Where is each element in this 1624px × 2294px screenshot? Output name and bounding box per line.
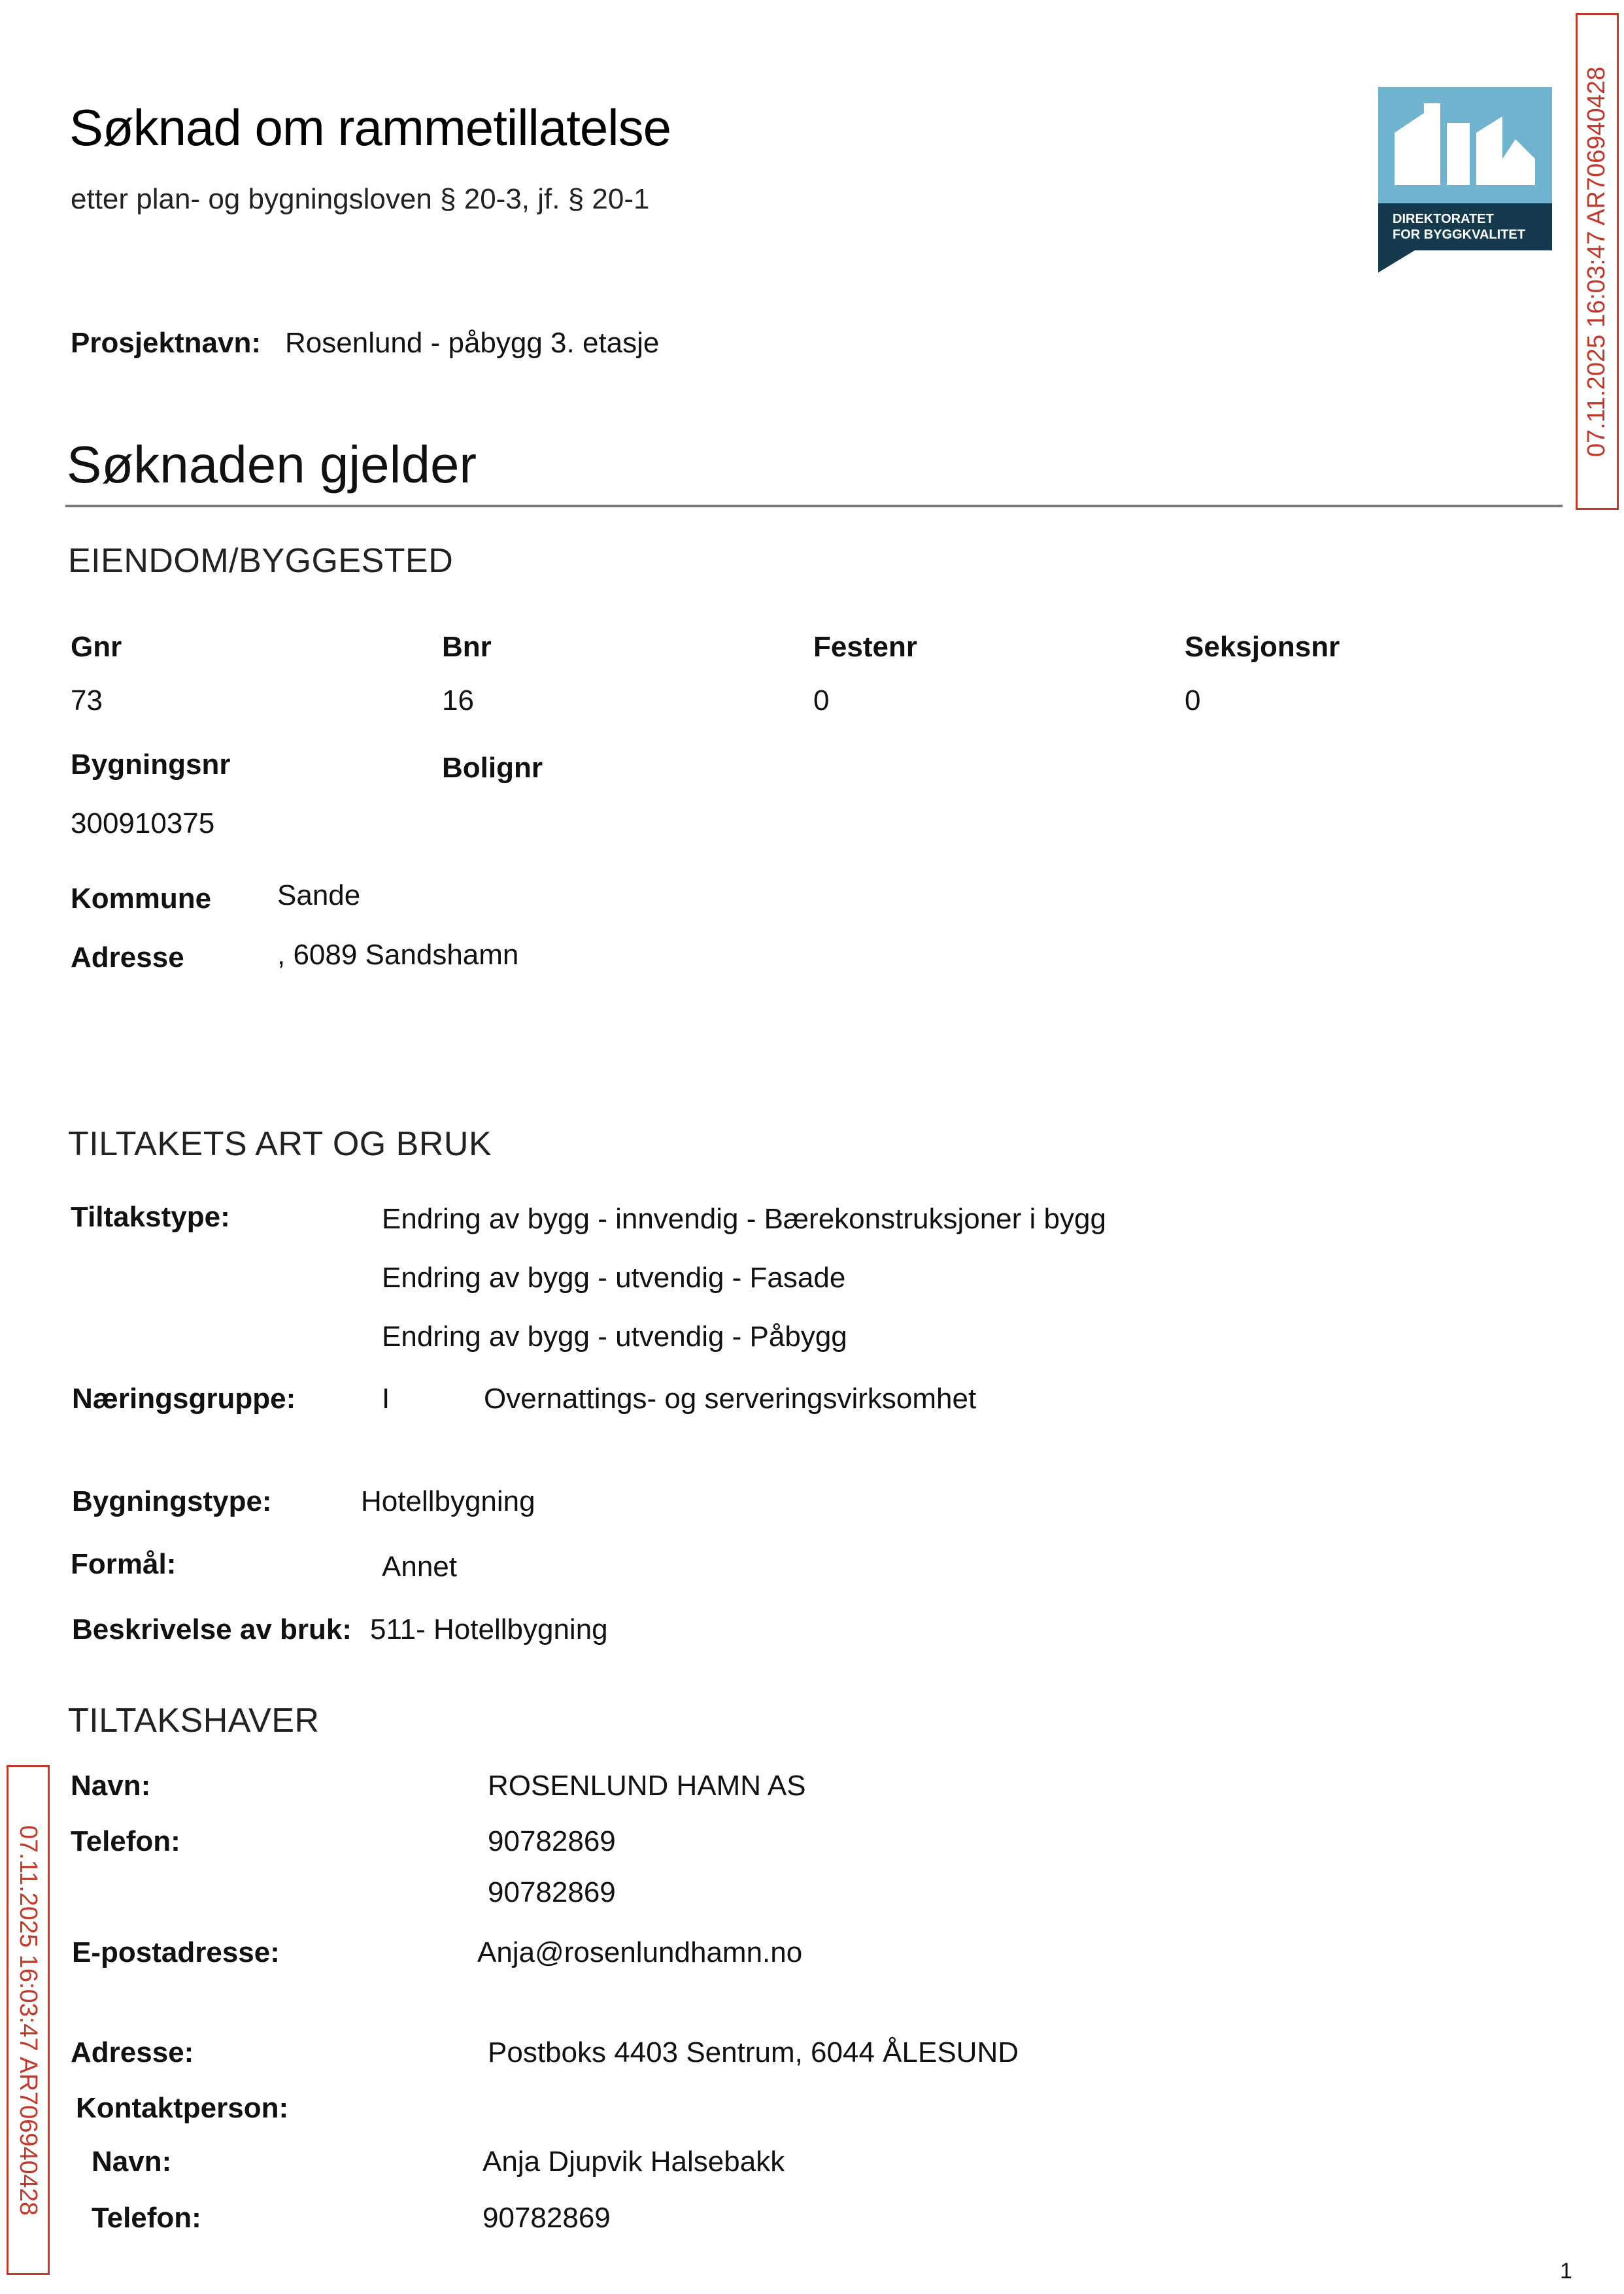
logo-text-line1: DIREKTORATET <box>1393 212 1494 226</box>
formal-label: Formål: <box>71 1548 177 1580</box>
kontakt-telefon-label: Telefon: <box>92 2202 201 2234</box>
page-number: 1 <box>1560 2259 1572 2284</box>
building-logo-icon <box>1378 87 1552 203</box>
timestamp-stamp-bottom <box>7 1765 50 2275</box>
adresse-value: , 6089 Sandshamn <box>277 939 519 971</box>
festenr-label: Festenr <box>813 631 917 663</box>
logo-graphic <box>1378 87 1552 203</box>
owner-adresse-value: Postboks 4403 Sentrum, 6044 ÅLESUND <box>488 2036 1019 2068</box>
owner-epost-value: Anja@rosenlundhamn.no <box>477 1936 803 1968</box>
document-title: Søknad om rammetillatelse <box>69 99 671 156</box>
timestamp-stamp-top <box>1576 13 1619 510</box>
owner-section-title: TILTAKSHAVER <box>68 1702 320 1740</box>
gnr-label: Gnr <box>71 631 122 663</box>
bolignr-label: Bolignr <box>442 752 543 784</box>
owner-telefon-value-2: 90782869 <box>488 1876 616 1908</box>
kontakt-navn-label: Navn: <box>92 2146 172 2178</box>
owner-telefon-value-1: 90782869 <box>488 1825 616 1857</box>
stamp-text: 07.11.2025 16:03:47 AR706940428 <box>1583 66 1611 457</box>
stamp-text: 07.11.2025 16:03:47 AR706940428 <box>14 1825 42 2216</box>
tiltakstype-value-1: Endring av bygg - innvendig - Bærekonstruksjoner i bygg <box>382 1203 1106 1235</box>
kommune-value: Sande <box>277 879 361 911</box>
property-section-title: EIENDOM/BYGGESTED <box>68 542 454 580</box>
bygningstype-label: Bygningstype: <box>72 1485 272 1517</box>
logo-text-line2: FOR BYGGKVALITET <box>1393 228 1525 242</box>
application-concerns-heading: Søknaden gjelder <box>67 435 477 494</box>
owner-epost-label: E-postadresse: <box>72 1936 280 1968</box>
tiltakstype-value-3: Endring av bygg - utvendig - Påbygg <box>382 1321 847 1353</box>
bnr-value: 16 <box>442 684 474 717</box>
formal-value: Annet <box>382 1551 457 1583</box>
bygningsnr-label: Bygningsnr <box>71 749 231 781</box>
tiltakstype-value-2: Endring av bygg - utvendig - Fasade <box>382 1262 846 1294</box>
seksjonsnr-value: 0 <box>1185 684 1201 717</box>
measure-section-title: TILTAKETS ART OG BRUK <box>68 1125 492 1163</box>
seksjonsnr-label: Seksjonsnr <box>1185 631 1340 663</box>
owner-adresse-label: Adresse: <box>71 2036 194 2068</box>
naeringsgruppe-label: Næringsgruppe: <box>72 1383 296 1415</box>
bygningsnr-value: 300910375 <box>71 807 215 839</box>
owner-navn-label: Navn: <box>71 1770 151 1802</box>
bnr-label: Bnr <box>442 631 492 663</box>
kommune-label: Kommune <box>71 883 212 915</box>
beskrivelse-value: 511- Hotellbygning <box>370 1613 608 1645</box>
logo-text <box>1378 203 1552 250</box>
tiltakstype-label: Tiltakstype: <box>71 1201 230 1233</box>
adresse-label: Adresse <box>71 941 184 973</box>
kontaktperson-label: Kontaktperson: <box>76 2092 289 2124</box>
project-name-label: Prosjektnavn: <box>71 327 261 359</box>
bygningstype-value: Hotellbygning <box>361 1485 535 1517</box>
owner-navn-value: ROSENLUND HAMN AS <box>488 1770 806 1802</box>
gnr-value: 73 <box>71 684 103 717</box>
kontakt-navn-value: Anja Djupvik Halsebakk <box>482 2146 785 2178</box>
dibk-logo <box>1378 87 1552 250</box>
logo-tail <box>1378 250 1415 273</box>
owner-telefon-label: Telefon: <box>71 1825 180 1857</box>
festenr-value: 0 <box>813 684 830 717</box>
kontakt-telefon-value: 90782869 <box>482 2202 611 2234</box>
project-name-value: Rosenlund - påbygg 3. etasje <box>285 327 660 359</box>
beskrivelse-label: Beskrivelse av bruk: <box>72 1613 352 1645</box>
section-divider <box>65 505 1563 507</box>
naeringsgruppe-code: I <box>382 1383 390 1415</box>
document-subtitle: etter plan- og bygningsloven § 20-3, jf. § 20-1 <box>71 183 650 215</box>
naeringsgruppe-value: Overnattings- og serveringsvirksomhet <box>484 1383 977 1415</box>
